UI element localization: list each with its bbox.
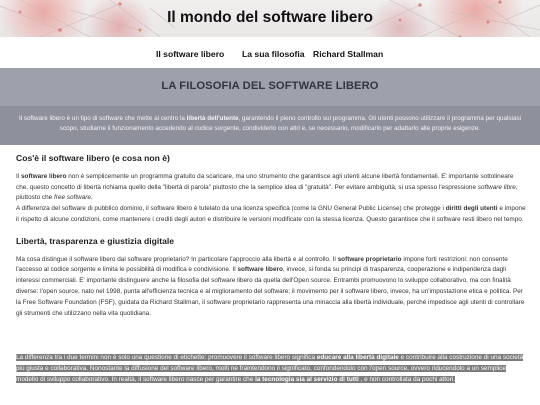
text: e impone il rispetto di alcune condizioni, come mantenere i crediti degli autori e distribuire le versioni modificate con la stessa licenza. Questo garantisce che il software resti libero nel tempo. xyxy=(16,205,526,223)
text: La differenza tra i due termini non è solo una questione di etichette: promuovere il software libero significa xyxy=(16,354,317,361)
section-heading-cos-e: Cos'è il software libero (e cosa non è) xyxy=(16,153,170,163)
intro-text-a: Il software libero è un tipo di software che mette al centro la xyxy=(19,115,187,122)
nav-item-filosofia[interactable]: La sua filosofia xyxy=(242,49,305,59)
nav-item-software-libero[interactable]: Il software libero xyxy=(156,49,225,59)
intro-text-bold: libertà dell'utente xyxy=(186,115,239,122)
section-heading-liberta: Libertà, trasparenza e giustizia digitale xyxy=(16,235,175,246)
text: Il xyxy=(16,172,21,180)
text: e contribuire alla costruzione di una società più giusta e collaborativa. Nonostante la diffusione del software libero, molti ne fraintendono il significato, confondendolo con l'open source, ovvero riducendolo a un semplice modello di sviluppo collaborativo. In realtà, il software libero nasce per garantire che xyxy=(16,354,524,383)
bold-text: software proprietario xyxy=(337,255,402,263)
text: , piuttosto che xyxy=(16,183,518,202)
bold-text: educare alla libertà digitale xyxy=(316,354,399,361)
page-title: LA FILOSOFIA DEL SOFTWARE LIBERO xyxy=(161,80,379,92)
nav-item-stallman[interactable]: Richard Stallman xyxy=(313,49,384,59)
bold-text: software libero xyxy=(237,266,283,274)
section2-paragraph-1 xyxy=(16,255,526,320)
selected-text-block[interactable] xyxy=(16,353,526,385)
hero-heading-band xyxy=(0,68,540,106)
italic-text: free software xyxy=(54,194,91,202)
header-banner xyxy=(0,0,540,37)
text: non è semplicemente un programma gratuito da scaricare, ma uno strumento che garantisce agli utenti alcune libertà fondamentali. E' importante sottolineare che, questo concetto di libertà richiama quello della "libertà di parola" piuttosto che la semplice idea di "gratuità". Per evitare ambiguità, si usa spesso l'espressione xyxy=(16,172,514,191)
text: . xyxy=(90,194,93,202)
text: impone forti restrizioni: non consente l'accesso al codice sorgente e limita le possibilità di modifica e condivisione. Il xyxy=(16,255,508,274)
text: , e non controllata da pochi attori. xyxy=(358,375,456,383)
main-content xyxy=(16,149,526,319)
italic-text: software libre xyxy=(477,183,516,191)
text: A differenza del software di pubblico dominio, il software libero è tutelato da una licenza specifica (come la GNU General Public License) che protegge i xyxy=(16,205,446,213)
main-nav xyxy=(0,37,540,68)
intro-text-c: , garantendo il pieno controllo sul programma. Gli utenti possono utilizzare il programma per qualsiasi scopo, studiarne il funzionamento accedendo al codice sorgente, condividerlo con altri e, se necessario, modificarlo per adattarlo alle proprie esigenze. xyxy=(59,115,521,132)
text: Ma cosa distingue il software libero dal software proprietario? In particolare l'approccio alla libertà e al controllo. Il xyxy=(16,255,338,263)
text: , invece, si fonda su principi di trasparenza, cooperazione e indipendenza dagli interessi commerciali. E' importante distinguere anche la filosofia del software libero da quella dell'Open source. Entrambi promuovono lo sviluppo collaborativo, ma con finalità diverse: l'open source, nato nel 1998, punta all'efficienza tecnica e al miglioramento del software; il movimento per il software libero, invece, ha un'impostazione etica e politica. Per la Free Software Foundation (FSF), guidata da Richard Stallman, il software proprietario rappresenta una minaccia alla libertà individuale, perché impedisce agli utenti di controllare gli strumenti che utilizzano nella vita quotidiana. xyxy=(16,266,525,317)
selected-text xyxy=(16,354,523,383)
section1-paragraph-1 xyxy=(16,172,526,204)
site-title: Il mondo del software libero xyxy=(167,9,373,26)
bold-text: software libero xyxy=(20,172,67,180)
hero-intro xyxy=(0,106,540,145)
bold-text: diritti degli utenti xyxy=(445,205,498,213)
section1-paragraph-2 xyxy=(16,204,526,226)
bold-text: la tecnologia sia al servizio di tutti xyxy=(255,375,359,383)
